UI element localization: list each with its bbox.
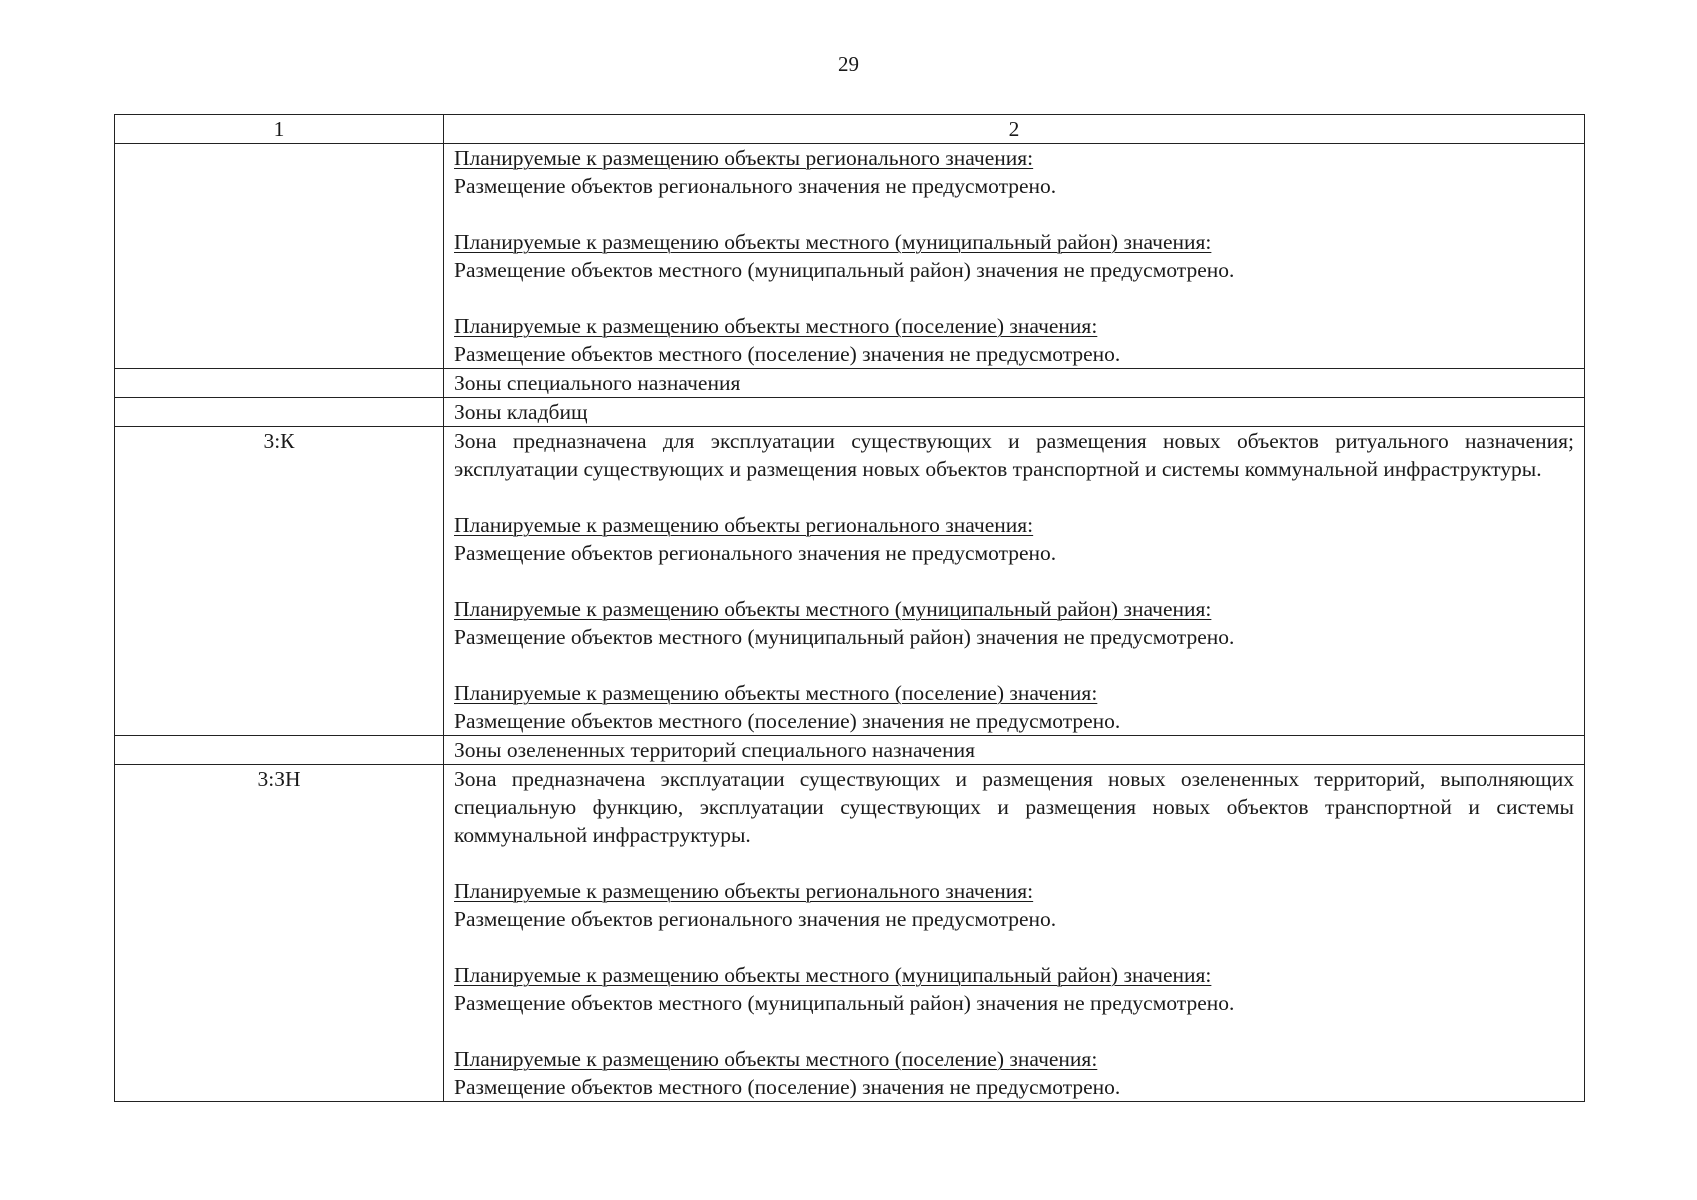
table-row [115, 765, 1585, 1102]
planned-heading-regional: Планируемые к размещению объекты регионального значения: [454, 146, 1034, 170]
empty-code-cell [115, 398, 444, 427]
planned-heading-district: Планируемые к размещению объекты местного (муниципальный район) значения: [454, 963, 1212, 987]
table-row [115, 427, 1585, 736]
planned-heading-settlement: Планируемые к размещению объекты местного (поселение) значения: [454, 1047, 1098, 1071]
section-title: Зоны специального назначения [444, 369, 1585, 398]
planned-text-regional: Размещение объектов регионального значения не предусмотрено. [454, 541, 1057, 565]
table-row-section [115, 369, 1585, 398]
planned-text-settlement: Размещение объектов местного (поселение) значения не предусмотрено. [454, 342, 1121, 366]
column-header-1: 1 [115, 115, 444, 144]
zone-description-cell [444, 427, 1585, 736]
empty-code-cell [115, 369, 444, 398]
planned-heading-settlement: Планируемые к размещению объекты местного (поселение) значения: [454, 314, 1098, 338]
zone-description-cell [444, 144, 1585, 369]
page-number: 29 [838, 52, 859, 76]
zone-description: Зона предназначена для эксплуатации существующих и размещения новых объектов ритуального назначения; эксплуатации существующих и размещения новых объектов транспортной и системы коммунальной инфраструктуры. [454, 429, 1574, 481]
zones-table [114, 114, 1585, 1102]
table-header-row [115, 115, 1585, 144]
planned-heading-settlement: Планируемые к размещению объекты местного (поселение) значения: [454, 681, 1098, 705]
planned-text-district: Размещение объектов местного (муниципальный район) значения не предусмотрено. [454, 625, 1235, 649]
planned-text-regional: Размещение объектов регионального значения не предусмотрено. [454, 907, 1057, 931]
planned-text-regional: Размещение объектов регионального значения не предусмотрено. [454, 174, 1057, 198]
section-title: Зоны озелененных территорий специального назначения [444, 736, 1585, 765]
table-row-section [115, 736, 1585, 765]
planned-text-settlement: Размещение объектов местного (поселение) значения не предусмотрено. [454, 709, 1121, 733]
planned-text-district: Размещение объектов местного (муниципальный район) значения не предусмотрено. [454, 258, 1235, 282]
planned-heading-regional: Планируемые к размещению объекты регионального значения: [454, 879, 1034, 903]
table-row-section [115, 398, 1585, 427]
zone-code-cell [115, 144, 444, 369]
empty-code-cell [115, 736, 444, 765]
zone-code-cell: 3:ЗН [115, 765, 444, 1102]
planned-heading-district: Планируемые к размещению объекты местного (муниципальный район) значения: [454, 597, 1212, 621]
planned-text-settlement: Размещение объектов местного (поселение) значения не предусмотрено. [454, 1075, 1121, 1099]
zone-description-cell [444, 765, 1585, 1102]
table-row [115, 144, 1585, 369]
zone-code-cell: 3:К [115, 427, 444, 736]
column-header-2: 2 [444, 115, 1585, 144]
planned-heading-district: Планируемые к размещению объекты местного (муниципальный район) значения: [454, 230, 1212, 254]
planned-heading-regional: Планируемые к размещению объекты регионального значения: [454, 513, 1034, 537]
planned-text-district: Размещение объектов местного (муниципальный район) значения не предусмотрено. [454, 991, 1235, 1015]
section-title: Зоны кладбищ [444, 398, 1585, 427]
zone-description: Зона предназначена эксплуатации существующих и размещения новых озелененных территорий, выполняющих специальную функцию, эксплуатации существующих и размещения новых объектов транспортной и системы коммунальной инфраструктуры. [454, 767, 1574, 847]
